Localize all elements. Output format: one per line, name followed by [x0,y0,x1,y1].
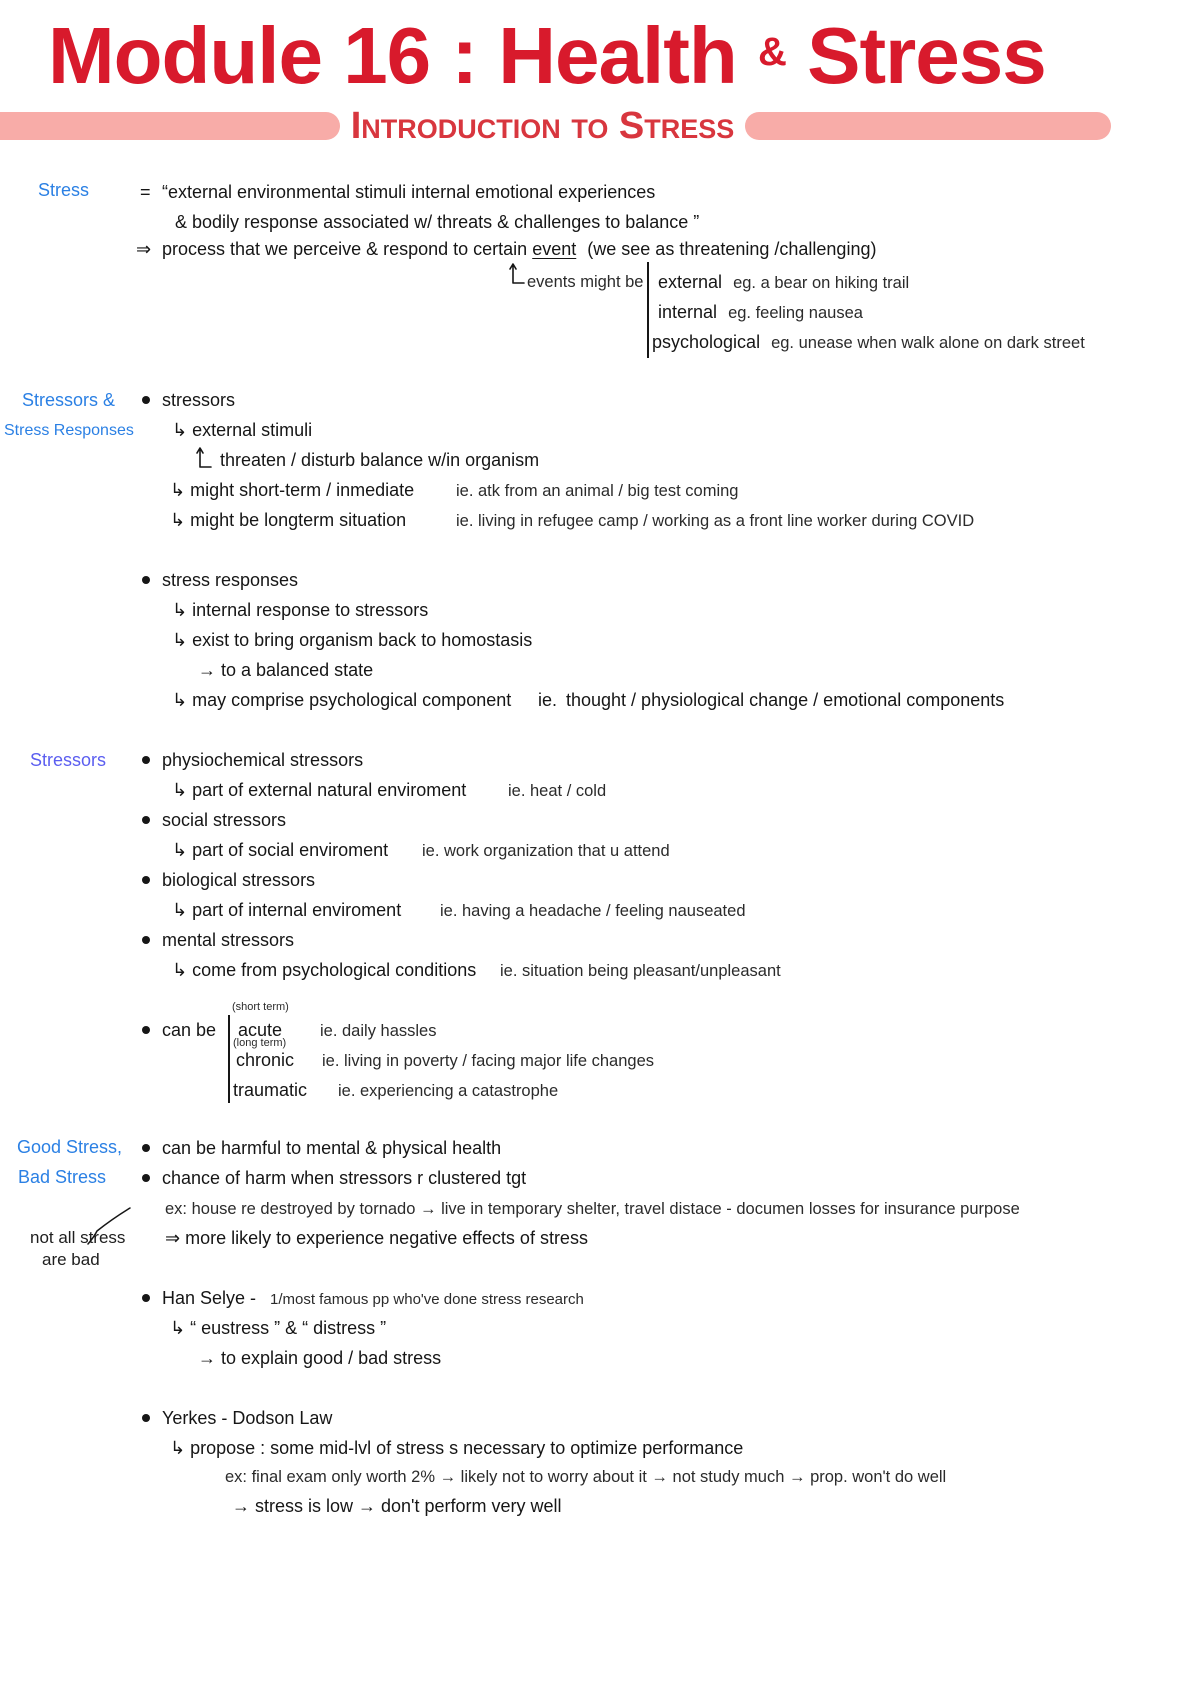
duration-example: ie. living in poverty / facing major life changes [322,1052,654,1070]
stressors-label: Stressors [30,750,107,770]
bullet [142,756,150,764]
stressor-type-example: ie. having a headache / feeling nauseated [440,902,746,920]
bullet [142,1414,150,1422]
event-type-row [658,270,909,295]
good-bad-point: can be harmful to mental & physical health [162,1138,502,1158]
stressor-type-detail: ↳ part of external natural enviroment [172,780,467,800]
yerkes-dodson-example: ex: final exam only worth 2% → likely not to worry about it → not study much → prop. won't do well [225,1468,947,1486]
stressor-type-example: ie. work organization that u attend [422,842,670,860]
good-bad-point: chance of harm when stressors r clustered tgt [162,1168,527,1188]
good-bad-conclusion: ⇒ more likely to experience negative effects of stress [165,1228,588,1248]
banner-bar-left [0,112,340,140]
side-note-line-2: are bad [42,1250,100,1269]
stress-definition-line-2: & bodily response associated w/ threats & challenges to balance ” [175,212,700,232]
event-example: eg. a bear on hiking trail [733,274,910,292]
stress-process-line [162,237,876,261]
bullet [142,1026,150,1034]
responses-components: ↳ may comprise psychological component [172,690,512,710]
stressor-type-example: ie. situation being pleasant/unpleasant [500,962,781,980]
duration-type: acute [238,1020,283,1040]
bullet [142,876,150,884]
page-title [48,10,1046,98]
good-bad-label-line-2: Bad Stress [18,1167,107,1187]
stressors-responses-label-line-1: Stressors & [22,390,116,410]
stressor-type-detail: ↳ part of internal enviroment [172,900,402,920]
stressors-heading: stressors [162,390,236,410]
bracket-line [647,262,649,358]
selye-terms: ↳ “ eustress ” & “ distress ” [170,1318,387,1338]
event-type: external [658,272,723,292]
stressors-long-term: ↳ might be longterm situation [170,510,407,530]
implies-arrow: ⇒ [136,239,152,259]
stressor-type-name: social stressors [162,810,287,830]
responses-heading: stress responses [162,570,299,590]
banner-bar-right [745,112,1111,140]
events-intro: events might be [527,273,644,291]
duration-example: ie. daily hassles [320,1022,437,1040]
stressor-type-name: biological stressors [162,870,316,890]
equals-sign: = [140,182,151,202]
bullet [142,816,150,824]
duration-type: traumatic [233,1080,308,1100]
duration-example: ie. experiencing a catastrophe [338,1082,559,1100]
stressor-type-name: mental stressors [162,930,295,950]
responses-internal: ↳ internal response to stressors [172,600,429,620]
good-bad-label-line-1: Good Stress, [17,1137,123,1157]
duration-type: chronic [236,1050,295,1070]
title-main: Module 16 : Health [48,11,737,100]
stressors-short-term: ↳ might short-term / inmediate [170,480,415,500]
side-note-line-1: not all stress [30,1228,126,1247]
up-hook-arrow-icon [196,446,212,470]
bullet [142,936,150,944]
bullet [142,1144,150,1152]
stressor-type-detail: ↳ come from psychological conditions [172,960,477,980]
event-type: psychological [652,332,761,352]
stress-label: Stress [38,180,90,200]
selye-purpose: → to explain good / bad stress [198,1348,442,1368]
event-type-row [658,300,863,325]
bullet [142,576,150,584]
stressors-threaten: threaten / disturb balance w/in organism [220,450,540,470]
event-example: eg. unease when walk alone on dark street [771,334,1085,352]
yerkes-dodson-proposal: ↳ propose : some mid-lvl of stress s necessary to optimize performance [170,1438,744,1458]
responses-components-ie: ie. [538,690,558,710]
stressors-short-term-example: ie. atk from an animal / big test coming [456,482,739,500]
duration-note: (short term) [232,1001,289,1013]
tornado-example: ex: house re destroyed by tornado → live in temporary shelter, travel distace - documen losses for insurance purpose [165,1200,1020,1218]
event-example: eg. feeling nausea [728,304,863,322]
section-subtitle: Introduction to Stress [350,105,735,147]
stressors-long-term-example: ie. living in refugee camp / working as a front line worker during COVID [456,512,975,530]
stressors-external: ↳ external stimuli [172,420,313,440]
stressors-responses-label-line-2: Stress Responses [4,422,134,439]
bracket-line [228,1015,230,1103]
up-hook-arrow-icon [509,262,525,286]
event-type: internal [658,302,718,322]
event-type-row [652,330,1085,355]
strike-mark [82,1204,134,1248]
title-end: Stress [807,11,1046,100]
yerkes-dodson-name: Yerkes - Dodson Law [162,1408,333,1428]
title-ampersand: & [758,30,786,74]
selye-note: 1/most famous pp who've done stress research [270,1291,584,1308]
bullet [142,1294,150,1302]
process-text: process that we perceive & respond to certain [162,239,528,259]
selye-name: Han Selye - [162,1288,257,1308]
stress-definition-line-1: “external environmental stimuli internal emotional experiences [162,182,656,202]
responses-components-list: thought / physiological change / emotional components [566,690,1005,710]
yerkes-dodson-result: → stress is low → don't perform very well [232,1496,562,1516]
duration-note: (long term) [233,1037,287,1049]
stressor-type-detail: ↳ part of social enviroment [172,840,389,860]
event-word: event [532,239,577,259]
stressor-type-name: physiochemical stressors [162,750,364,770]
stressor-type-example: ie. heat / cold [508,782,607,800]
responses-homeostasis: ↳ exist to bring organism back to homostasis [172,630,533,650]
process-note: (we see as threatening /challenging) [587,239,877,259]
bullet [142,396,150,404]
can-be-text: can be [162,1020,217,1040]
responses-balanced: → to a balanced state [198,660,374,680]
bullet [142,1174,150,1182]
